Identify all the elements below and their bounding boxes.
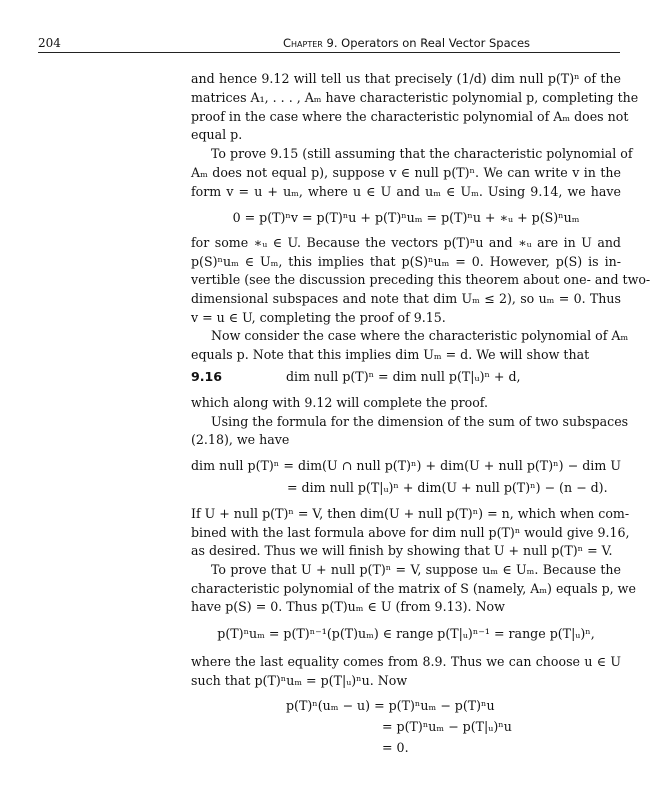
text-line: equals p. Note that this implies dim Uₘ = d. We will show that xyxy=(191,347,590,362)
text-line: p(S)ⁿuₘ ∈ Uₘ, this implies that p(S)ⁿuₘ = 0. However, p(S) is in- xyxy=(191,254,621,269)
text-line: proof in the case where the characteristic polynomial of Aₘ does not xyxy=(191,109,629,124)
display-equation: p(T)ⁿuₘ = p(T)ⁿ⁻¹(p(T)uₘ) ∈ range p(T|ᵤ)ⁿ⁻¹ = range p(T|ᵤ)ⁿ, xyxy=(217,626,595,641)
text-line: where the last equality comes from 8.9. Thus we can choose u ∈ U xyxy=(191,654,621,669)
page-number: 204 xyxy=(38,36,61,50)
display-equation: p(T)ⁿ(uₘ − u) = p(T)ⁿuₘ − p(T)ⁿu xyxy=(286,698,495,713)
text-line: dimensional subspaces and note that dim Uₘ ≤ 2), so uₘ = 0. Thus xyxy=(191,291,621,306)
chapter-heading xyxy=(283,36,620,50)
display-equation: = 0. xyxy=(382,740,409,755)
text-line: equal p. xyxy=(191,127,243,142)
text-line: matrices A₁, . . . , Aₘ have characteristic polynomial p, completing the xyxy=(191,90,639,105)
text-line: which along with 9.12 will complete the proof. xyxy=(191,395,488,410)
text-line: and hence 9.12 will tell us that precisely (1/d) dim null p(T)ⁿ of the xyxy=(191,71,621,86)
text-line: as desired. Thus we will finish by showing that U + null p(T)ⁿ = V. xyxy=(191,543,613,558)
display-equation: 0 = p(T)ⁿv = p(T)ⁿu + p(T)ⁿuₘ = p(T)ⁿu + ∗ᵤ + p(S)ⁿuₘ xyxy=(232,210,580,225)
equation-label: 9.16 xyxy=(191,369,223,384)
text-line: To prove 9.15 (still assuming that the characteristic polynomial of xyxy=(211,146,633,161)
display-equation: dim null p(T)ⁿ = dim(U ∩ null p(T)ⁿ) + dim(U + null p(T)ⁿ) − dim U xyxy=(191,458,621,473)
display-equation: = p(T)ⁿuₘ − p(T|ᵤ)ⁿu xyxy=(382,719,512,734)
text-line: for some ∗ᵤ ∈ U. Because the vectors p(T)ⁿu and ∗ᵤ are in U and xyxy=(191,235,621,250)
text-line: vertible (see the discussion preceding this theorem about one- and two- xyxy=(191,272,651,287)
text-line: (2.18), we have xyxy=(191,432,290,447)
text-line: Using the formula for the dimension of the sum of two subspaces xyxy=(211,414,629,429)
text-line: Now consider the case where the characteristic polynomial of Aₘ xyxy=(211,328,629,343)
chapter-label: Chapter 9. xyxy=(283,36,338,50)
text-line: such that p(T)ⁿuₘ = p(T|ᵤ)ⁿu. Now xyxy=(191,673,408,688)
chapter-title: Operators on Real Vector Spaces xyxy=(341,36,531,50)
text-line: have p(S) = 0. Thus p(T)uₘ ∈ U (from 9.13). Now xyxy=(191,599,505,614)
display-equation: = dim null p(T|ᵤ)ⁿ + dim(U + null p(T)ⁿ) − (n − d). xyxy=(287,480,608,495)
text-line: v = u ∈ U, completing the proof of 9.15. xyxy=(191,310,446,325)
text-line: bined with the last formula above for dim null p(T)ⁿ would give 9.16, xyxy=(191,525,630,540)
text-line: form v = u + uₘ, where u ∈ U and uₘ ∈ Uₘ. Using 9.14, we have xyxy=(191,184,621,199)
text-line: Aₘ does not equal p), suppose v ∈ null p(T)ⁿ. We can write v in the xyxy=(191,165,621,180)
running-header xyxy=(38,36,620,53)
text-line: If U + null p(T)ⁿ = V, then dim(U + null p(T)ⁿ) = n, which when com- xyxy=(191,506,630,521)
text-line: To prove that U + null p(T)ⁿ = V, suppose uₘ ∈ Uₘ. Because the xyxy=(211,562,621,577)
text-line: characteristic polynomial of the matrix of S (namely, Aₘ) equals p, we xyxy=(191,581,636,596)
display-equation: dim null p(T)ⁿ = dim null p(T|ᵤ)ⁿ + d, xyxy=(286,369,521,384)
